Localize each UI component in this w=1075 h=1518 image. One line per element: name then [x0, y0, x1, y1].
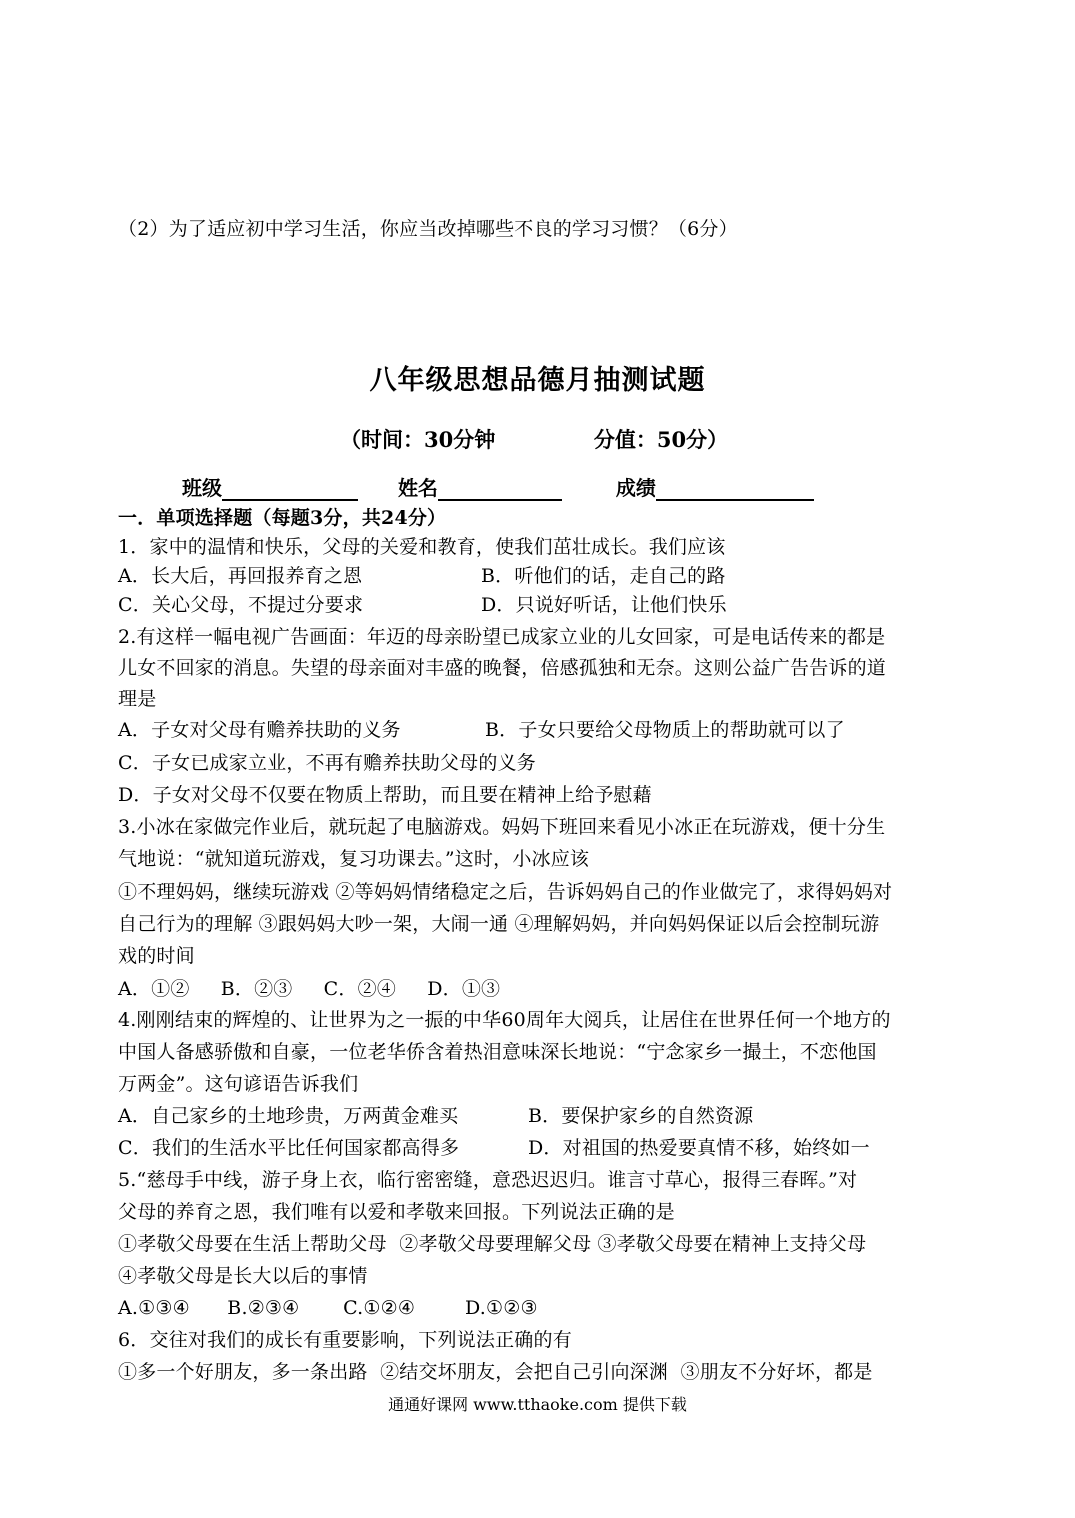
- q5-stem-line1: 5.“慈母手中线，游子身上衣，临行密密缝，意恐迟迟归。谁言寸草心，报得三春晖。”对: [118, 1169, 858, 1191]
- total-score: 分值：50分）: [593, 427, 729, 452]
- q2-stem-line3: 理是: [118, 688, 157, 710]
- q4-option-c: C．我们的生活水平比任何国家都高得多: [118, 1137, 460, 1159]
- q3-item-line1: ①不理妈妈，继续玩游戏 ②等妈妈情绪稳定之后，告诉妈妈自己的作业做完了，求得妈妈对: [118, 881, 893, 903]
- q1-option-b: B．听他们的话，走自己的路: [481, 565, 726, 587]
- page-title: 八年级思想品德月抽测试题: [369, 365, 706, 396]
- exam-subtitle: [340, 424, 728, 454]
- q1-option-d: D．只说好听话，让他们快乐: [481, 594, 727, 616]
- q4-option-b: B．要保护家乡的自然资源: [528, 1105, 754, 1127]
- q6-stem: 6．交往对我们的成长有重要影响，下列说法正确的有: [118, 1329, 572, 1351]
- name-blank[interactable]: [438, 477, 562, 501]
- q2-stem-line2: 儿女不回家的消息。失望的母亲面对丰盛的晚餐，倍感孤独和无奈。这则公益广告告诉的道: [118, 657, 887, 679]
- class-blank[interactable]: [222, 477, 358, 501]
- section-heading: 一．单项选择题（每题3分，共24分）: [118, 507, 447, 529]
- q4-stem-line2: 中国人备感骄傲和自豪，一位老华侨含着热泪意味深长地说：“宁念家乡一撮土，不恋他国: [118, 1041, 877, 1063]
- q5-options: A.①③④ B.②③④ C.①②④ D.①②③: [118, 1297, 538, 1319]
- q2-stem-line1: 2.有这样一幅电视广告画面：年迈的母亲盼望已成家立业的儿女回家，可是电话传来的都是: [118, 626, 886, 648]
- grade-blank[interactable]: [656, 477, 814, 501]
- q2-option-c: C．子女已成家立业，不再有赡养扶助父母的义务: [118, 752, 536, 774]
- q4-option-a: A．自己家乡的土地珍贵，万两黄金难买: [118, 1105, 459, 1127]
- q3-stem-line2: 气地说：“就知道玩游戏，复习功课去。”这时，小冰应该: [118, 848, 590, 870]
- q4-stem-line3: 万两金”。这句谚语告诉我们: [118, 1073, 359, 1095]
- q5-stem-line2: 父母的养育之恩，我们唯有以爱和孝敬来回报。下列说法正确的是: [118, 1201, 675, 1223]
- student-info-fields: [182, 472, 814, 501]
- q4-option-d: D．对祖国的热爱要真情不移，始终如一: [528, 1137, 870, 1159]
- name-label: 姓名: [397, 476, 438, 500]
- q2-option-b: B．子女只要给父母物质上的帮助就可以了: [485, 719, 845, 741]
- q3-item-line3: 戏的时间: [118, 945, 195, 967]
- q5-item-line2: ④孝敬父母是长大以后的事情: [118, 1265, 368, 1287]
- q6-item-line1: ①多一个好朋友，多一条出路 ②结交坏朋友，会把自己引向深渊 ③朋友不分好坏，都是: [118, 1361, 873, 1383]
- q3-stem-line1: 3.小冰在家做完作业后，就玩起了电脑游戏。妈妈下班回来看见小冰正在玩游戏，便十分生: [118, 816, 886, 838]
- time-limit: （时间：30分钟: [340, 427, 496, 452]
- footer-source: 通通好课网 www.tthaoke.com 提供下载: [388, 1395, 687, 1414]
- class-label: 班级: [182, 476, 222, 500]
- q3-item-line2: 自己行为的理解 ③跟妈妈大吵一架，大闹一通 ④理解妈妈，并向妈妈保证以后会控制玩游: [118, 913, 880, 935]
- q3-options: A．①② B．②③ C．②④ D．①③: [118, 978, 501, 1000]
- grade-label: 成绩: [615, 476, 656, 500]
- q5-item-line1: ①孝敬父母要在生活上帮助父母 ②孝敬父母要理解父母 ③孝敬父母要在精神上支持父母: [118, 1233, 867, 1255]
- q2-option-a: A．子女对父母有赡养扶助的义务: [118, 719, 401, 741]
- q1-stem: 1．家中的温情和快乐，父母的关爱和教育，使我们茁壮成长。我们应该: [118, 536, 726, 558]
- top-question: （2）为了适应初中学习生活，你应当改掉哪些不良的学习习惯？（6分）: [118, 218, 738, 240]
- q2-option-d: D．子女对父母不仅要在物质上帮助，而且要在精神上给予慰藉: [118, 784, 652, 806]
- q4-stem-line1: 4.刚刚结束的辉煌的、让世界为之一振的中华60周年大阅兵，让居住在世界任何一个地方的: [118, 1009, 891, 1031]
- q1-option-a: A．长大后，再回报养育之恩: [118, 565, 363, 587]
- q1-option-c: C．关心父母，不提过分要求: [118, 594, 364, 616]
